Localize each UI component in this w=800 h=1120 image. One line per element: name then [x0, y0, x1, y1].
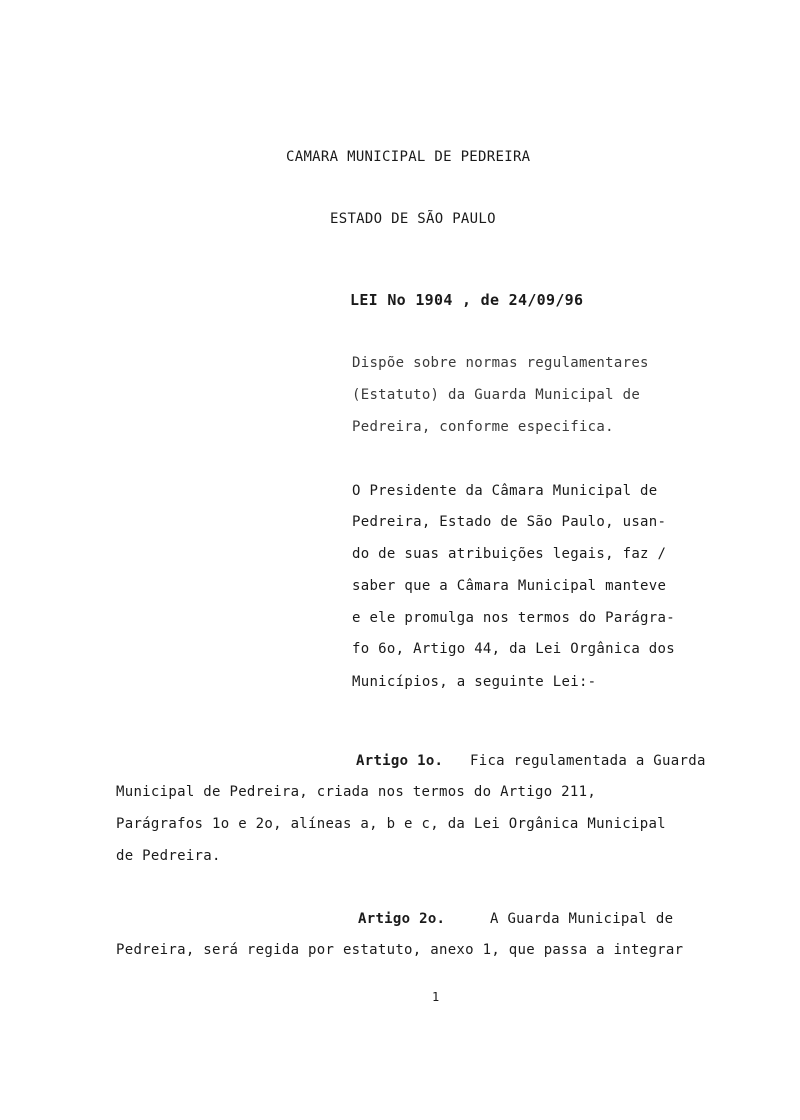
ementa-line: (Estatuto) da Guarda Municipal de	[352, 387, 641, 403]
article-2-label: Artigo 2o.	[358, 911, 446, 927]
article-1-line: Municipal de Pedreira, criada nos termos do Artigo 211,	[116, 784, 597, 800]
law-prefix: LEI No	[350, 291, 406, 309]
ementa-line: Dispõe sobre normas regulamentares	[352, 355, 649, 371]
law-title	[350, 291, 583, 309]
article-1-line: de Pedreira.	[116, 848, 221, 864]
law-date: , de 24/09/96	[462, 291, 584, 309]
state-name: ESTADO DE SÃO PAULO	[330, 211, 496, 227]
preamble-line: Pedreira, Estado de São Paulo, usan-	[352, 514, 667, 530]
preamble-line: e ele promulga nos termos do Parágra-	[352, 610, 675, 626]
preamble-line: saber que a Câmara Municipal manteve	[352, 578, 667, 594]
article-1-line: Fica regulamentada a Guarda	[470, 753, 706, 769]
ementa-line: Pedreira, conforme especifica.	[352, 419, 614, 435]
preamble-line: do de suas atribuições legais, faz /	[352, 546, 667, 562]
article-2-line: Pedreira, será regida por estatuto, anexo 1, que passa a integrar	[116, 942, 684, 958]
page-number: 1	[432, 990, 440, 1004]
preamble-line: O Presidente da Câmara Municipal de	[352, 483, 658, 499]
preamble-line: Municípios, a seguinte Lei:-	[352, 674, 597, 690]
article-1-line: Parágrafos 1o e 2o, alíneas a, b e c, da Lei Orgânica Municipal	[116, 816, 666, 832]
article-2-line: A Guarda Municipal de	[490, 911, 674, 927]
preamble-line: fo 6o, Artigo 44, da Lei Orgânica dos	[352, 641, 675, 657]
law-number: 1904	[415, 291, 453, 309]
chamber-name: CAMARA MUNICIPAL DE PEDREIRA	[286, 149, 531, 165]
article-1-label: Artigo 1o.	[356, 753, 444, 769]
